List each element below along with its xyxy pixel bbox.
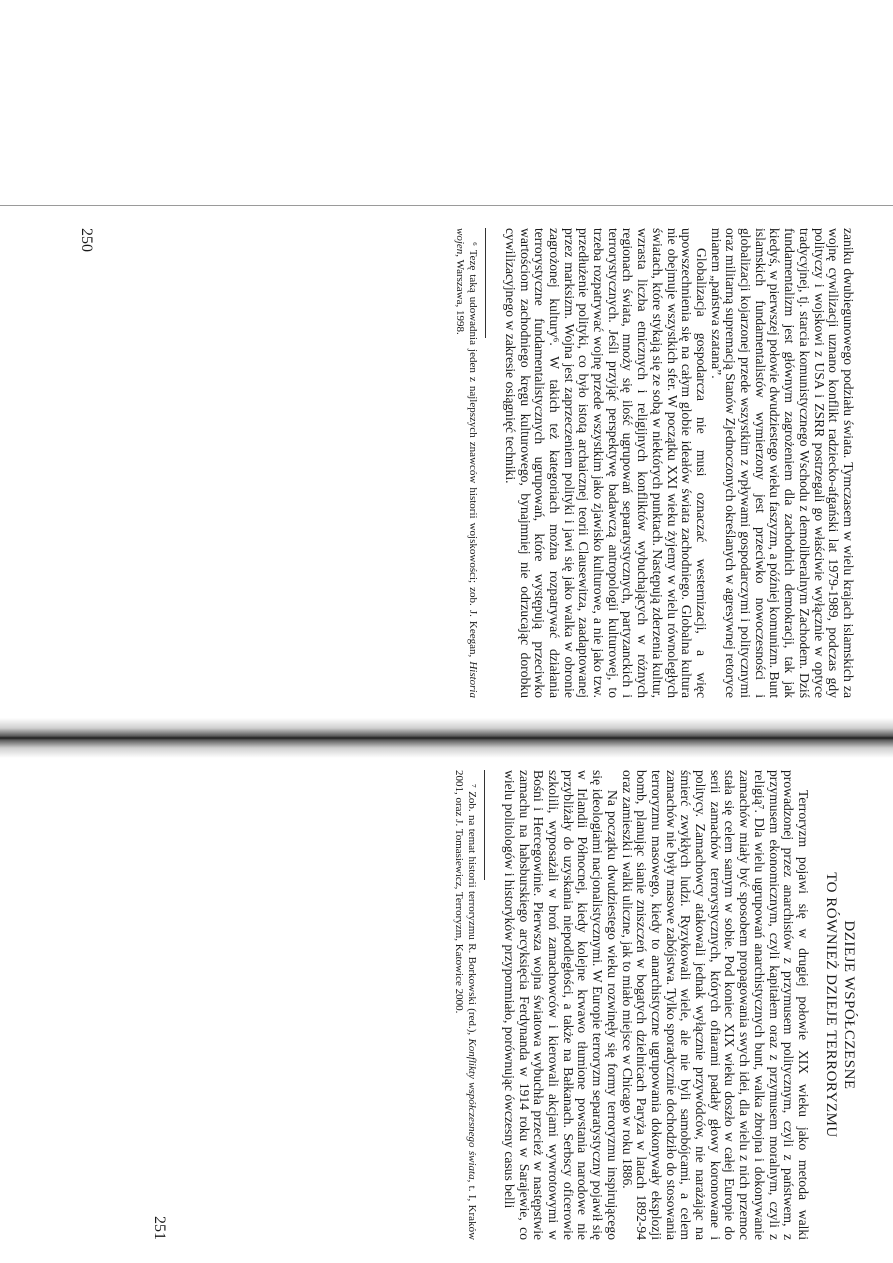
footnote-marker: ⁶ — [467, 242, 480, 246]
page-number: 251 — [151, 1216, 168, 1240]
book-gutter — [0, 718, 893, 758]
footnote-rule — [484, 770, 485, 880]
page-left-column — [453, 228, 855, 698]
footnote-marker: ⁷ — [466, 784, 479, 788]
running-head-line-1: DZIEJE WSPÓŁCZESNE — [841, 920, 857, 1090]
page-left — [65, 228, 855, 706]
footnote-text: Zob. na temat historii terroryzmu R. Borkowski (red.), — [466, 791, 479, 1036]
page-left-paragraph-1: zaniku dwubiegunowego podziału świata. Tymczasem w wielu krajach islamskich za wojnę cywilizacji uznano konflikt radziecko-afgański lat 1979-1989, podczas gdy polityczy i wojskowi z USA i ZSRR postrzegali go właściwie wyłącznie w optyce tradycyjnej, tj. starcia komunistycznego Wschodu z demoliberalnym Zachodem. Dziś fundamentalizm jest głównym zagrożeniem dla zachodnich demokracji, tak jak kiedyś, w pierwszej połowie dwudziestego wieku faszyzm, a później komunizm. Bunt islamskich fundamentalistów wymierzony jest przeciwko nowoczesności i globalizacji kojarzonej przede wszystkim z wpływami gospodarczymi i politycznymi oraz militarną supremacją Stanów Zjednoczonych określanych w agresywnej retoryce mianem „państwa szatana”. — [708, 228, 856, 698]
footnote-tail: , t. I, Kraków 2001, oraz J. Tomasiewicz, Terroryzm, Katowice 2000. — [453, 770, 479, 1241]
running-head — [822, 770, 858, 1240]
footnote-title: Konflikty współczesnego świata — [466, 1038, 479, 1180]
page-left-paragraph-2: Globalizacja gospodarcza nie musi oznaczać westernizacji, a więc upowszechnienia się na całym globie ideałów świata zachodniego. Globalna kultura nie obejmuje wszystkich sfer. W początku XXI wieku żyjemy w wielu równoległych światach, które stykają się ze sobą w niektórych punktach. Następują zderzenia kultur, wzrasta liczba etnicznych i religijnych konfliktów wybuchających w różnych regionach świata, mnoży się ilość ugrupowań separatystycznych, partyzanckich i terrorystycznych. Jeśli przyjąć perspektywę badawczą antropologii kulturowej, to trzeba rozpatrywać wojnę przede wszystkim jako zjawisko kulturowe, a nie jako tzw. przedłużenie polityki, co było istotą archaicznej teorii Clausewitza, zaadaptowanej przez marksizm. Wojna jest zaprzeczeniem polityki i jawi się jako walka w obronie zagrożonej kultury⁶. W takich też kategoriach można rozpatrywać działania terrorystyczne fundamentalistycznych ugrupowań, które występują przeciwko wartościom zachodniego kręgu kulturowego, bynajmniej nie odrzucając dorobku cywilizacyjnego w zakresie osiągnięć techniki. — [502, 228, 709, 698]
page-right — [88, 770, 858, 1240]
footnote-rule — [485, 228, 486, 338]
footnote-tail: , Warszawa, 1998. — [454, 254, 467, 335]
running-head-line-2: TO RÓWNIEŻ DZIEJE TERRORYZMU — [823, 872, 839, 1138]
page-right-paragraph-2: Na początku dwudziestego wieku rozwinęły się formy terroryzmu inspirującego się ideologiami nacjonalistycznymi. W Europie terroryzm separatystyczny pojawił się w Irlandii Północnej, kiedy kolejne krwawo tłumione powstania narodowe nie przybliżały do uzyskania niepodległości, a także na Bałkanach. Serbscy oficerowie szkolili, wyposażali w broń zamachowców i kierowali akcjami wywrotowymi w Bośni i Hercegowinie. Pierwsza wojna światowa wybuchła przecież w następstwie zamachu na habsburskiego arcyksięcia Ferdynanda w 1914 roku w Sarajewie, co wielu politologów i historyków przypomniało, porównując ówczesny casus belli — [501, 770, 620, 1240]
footnote-text: Tezę taką udowadnia jeden z najlepszych znawców historii wojskowości; zob. J. Keegan, — [467, 249, 480, 658]
footnote-7 — [452, 770, 478, 1240]
footnote-title: Historia wojen — [454, 228, 480, 698]
footnote-6 — [453, 228, 479, 698]
page-right-paragraph-1: Terroryzm pojawi się w drugiej połowie XIX wieku jako metoda walki prowadzonej przez anarchistów z przymusem politycznym, czyli z państwem, z przymusem ekonomicznym, czyli kapitałem oraz z przymusem moralnym, czyli z religią⁷. Dla wielu ugrupowań anarchistycznych bunt, walka zbrojna i dokonywanie zamachów miały być sposobem propagowania swych idei, dla wielu z nich przemoc stała się celem samym w sobie. Pod koniec XIX wieku doszło w całej Europie do serii zamachów terrorystycznych, których ofiarami padały głowy koronowane i politycy. Zamachowcy atakowali jednak wyłącznie przywódców, nie narażając na śmierć zwykłych ludzi. Ryzykowali wiele, ale nie byli samobójcami, a celem zamachów nie były masowe zabójstwa. Tylko sporadycznie dochodziło do stosowania terroryzmu masowego, kiedy to anarchistyczne ugrupowania dokonywały eksplozji bomb, planując sianie zniszczeń w bogatych dzielnicach Paryża w latach 1892-94 oraz zamieszki i walki uliczne, jak to miało miejsce w Chicago w roku 1886. — [619, 770, 811, 1240]
page-number: 250 — [78, 228, 95, 252]
top-edge-line — [0, 205, 893, 206]
page-right-column — [452, 770, 858, 1240]
